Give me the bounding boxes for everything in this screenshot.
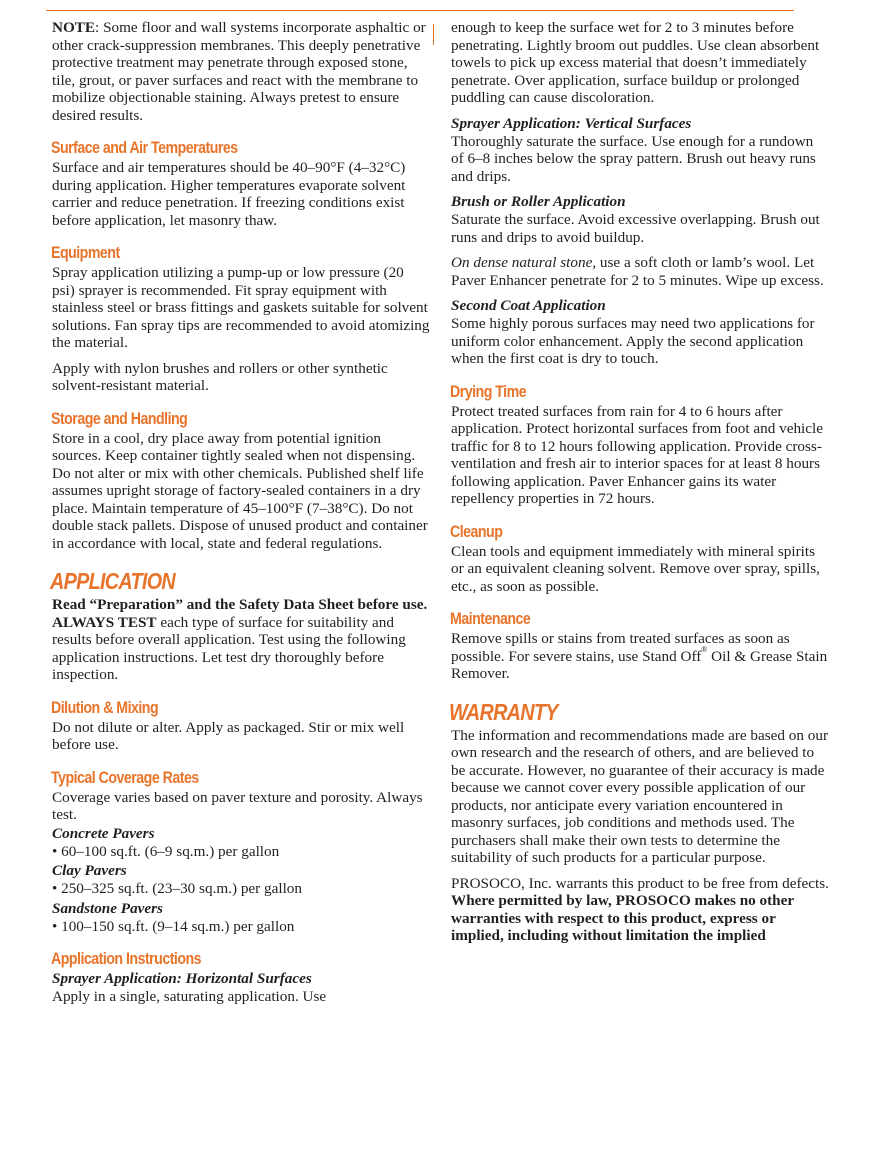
coverage-heading: Typical Coverage Rates	[51, 768, 199, 787]
brush-text: Saturate the surface. Avoid excessive overlapping. Brush out runs and drips to avoid buildup.	[451, 211, 820, 246]
drying-text: Protect treated surfaces from rain for 4 to 6 hours after application. Protect horizontal surfaces from foot and vehicle traffic for 8 to 12 hours following application. Provide cross-ventilation and fresh air to interior spaces for at least 8 hours following application. Paver Enhancer gains its water repellency properties in 72 hours.	[451, 402, 823, 507]
equipment-heading: Equipment	[51, 244, 120, 262]
storage-heading: Storage and Handling	[51, 409, 188, 428]
brush-label: Brush or Roller Application	[451, 193, 626, 210]
equipment-text-2: Apply with nylon brushes and rollers or other synthetic solvent-resistant material.	[52, 359, 388, 394]
warranty-heading: WARRANTY	[449, 698, 558, 725]
concrete-value: • 60–100 sq.ft. (6–9 sq.m.) per gallon	[52, 842, 280, 860]
application-body: each type of surface for suitability and results before overall application. Test using the following application instructions. Let test dry thoroughly before inspection.	[52, 613, 406, 683]
dense-italic: On dense natural stone,	[451, 254, 597, 271]
horizontal-label: Sprayer Application: Horizontal Surfaces	[52, 970, 312, 987]
application-heading: APPLICATION	[50, 568, 176, 594]
left-column	[52, 19, 430, 1014]
right-column	[451, 19, 829, 953]
maintenance-text-a: Remove spills or stains from treated surfaces as soon as possible. For severe stains, use Stand Off	[451, 630, 790, 665]
column-divider	[433, 24, 434, 45]
warranty-text-1: The information and recommendations made are based on our own research and the research of others, and are believed to be accurate. However, no guarantee of their accuracy is made because we cannot cover every possible application of our products, nor anticipate every variation encountered in masonry surfaces, job conditions and methods used. The purchasers shall make their own tests to determine the suitability of such products for a particular purpose.	[451, 726, 829, 866]
application-bold: Read “Preparation” and the Safety Data Sheet before use. ALWAYS TEST	[52, 596, 428, 631]
note-text: : Some floor and wall systems incorporate asphaltic or other crack-suppression membranes. This deeply penetrative protective treatment may penetrate through exposed stone, tile, grout, or paver surfaces and react with the membrane to mobilize objectionable staining. Always pretest to ensure desired results.	[52, 19, 426, 124]
instructions-heading: Application Instructions	[51, 950, 202, 968]
surface-text: Surface and air temperatures should be 40–90°F (4–32°C) during application. Higher temperatures evaporate solvent carrier and reduce penetration. If freezing conditions exist before application, let masonry thaw.	[52, 159, 406, 229]
concrete-label: Concrete Pavers	[52, 824, 155, 842]
dilution-text: Do not dilute or alter. Apply as packaged. Stir or mix well before use.	[52, 718, 405, 753]
surface-heading: Surface and Air Temperatures	[51, 139, 238, 157]
sandstone-value: • 100–150 sq.ft. (9–14 sq.m.) per gallon	[52, 917, 295, 935]
application-text	[52, 596, 430, 684]
warranty-text-2	[451, 875, 829, 945]
dilution-heading: Dilution & Mixing	[51, 698, 159, 717]
dense-text: use a soft cloth or lamb’s wool. Let Paver Enhancer penetrate for 2 to 5 minutes. Wipe up excess.	[451, 254, 824, 289]
sandstone-label: Sandstone Pavers	[52, 899, 163, 917]
horizontal-continued: enough to keep the surface wet for 2 to 3 minutes before penetrating. Lightly broom out puddles. Use clean absorbent towels to pick up excess material that doesn’t immediately penetrate. Over application, surface buildup or prolonged puddling can cause discoloration.	[451, 19, 820, 106]
cleanup-heading: Cleanup	[450, 522, 503, 541]
registered-mark: ®	[701, 644, 708, 654]
note-paragraph	[52, 19, 430, 124]
maintenance-text	[451, 630, 829, 683]
clay-label: Clay Pavers	[52, 862, 127, 879]
equipment-text-1: Spray application utilizing a pump-up or low pressure (20 psi) sprayer is recommended. Fit spray equipment with stainless steel or brass fittings and gaskets suitable for solvent solutions. Fan spray tips are recommended to avoid atomizing the material.	[52, 264, 430, 351]
dense-stone-paragraph	[451, 254, 829, 289]
vertical-text: Thoroughly saturate the surface. Use enough for a rundown of 6–8 inches below the spray pattern. Brush out heavy runs and drips.	[451, 132, 816, 185]
top-rule	[46, 10, 794, 11]
maintenance-heading: Maintenance	[450, 610, 531, 628]
second-coat-text: Some highly porous surfaces may need two applications for uniform color enhancement. Apply the second application when the first coat is dry to touch.	[451, 315, 815, 367]
note-label: NOTE	[52, 19, 96, 36]
drying-heading: Drying Time	[450, 382, 527, 401]
storage-text: Store in a cool, dry place away from potential ignition sources. Keep container tightly sealed when not dispensing. Do not alter or mix with other chemicals. Published shelf life assumes upright storage of factory-sealed containers in a dry place. Maintain temperature of 45–100°F (7–38°C). Do not double stack pallets. Dispose of unused product and container in accordance with local, state and federal regulations.	[52, 429, 428, 552]
horizontal-text: Apply in a single, saturating application. Use	[52, 988, 327, 1005]
vertical-label: Sprayer Application: Vertical Surfaces	[451, 114, 692, 132]
clay-value: • 250–325 sq.ft. (23–30 sq.m.) per gallon	[52, 880, 302, 897]
warranty-plain: PROSOCO, Inc. warrants this product to be free from defects.	[451, 874, 829, 892]
cleanup-text: Clean tools and equipment immediately with mineral spirits or an equivalent cleaning solvent. Remove over spray, spills, etc., as soon as possible.	[451, 542, 820, 595]
warranty-bold: Where permitted by law, PROSOCO makes no other warranties with respect to this product, express or implied, including without limitation the implied	[451, 892, 794, 944]
coverage-text: Coverage varies based on paver texture and porosity. Always test.	[52, 788, 423, 823]
second-coat-label: Second Coat Application	[451, 297, 606, 314]
maintenance-text-b: Oil & Grease Stain Remover.	[451, 647, 828, 682]
